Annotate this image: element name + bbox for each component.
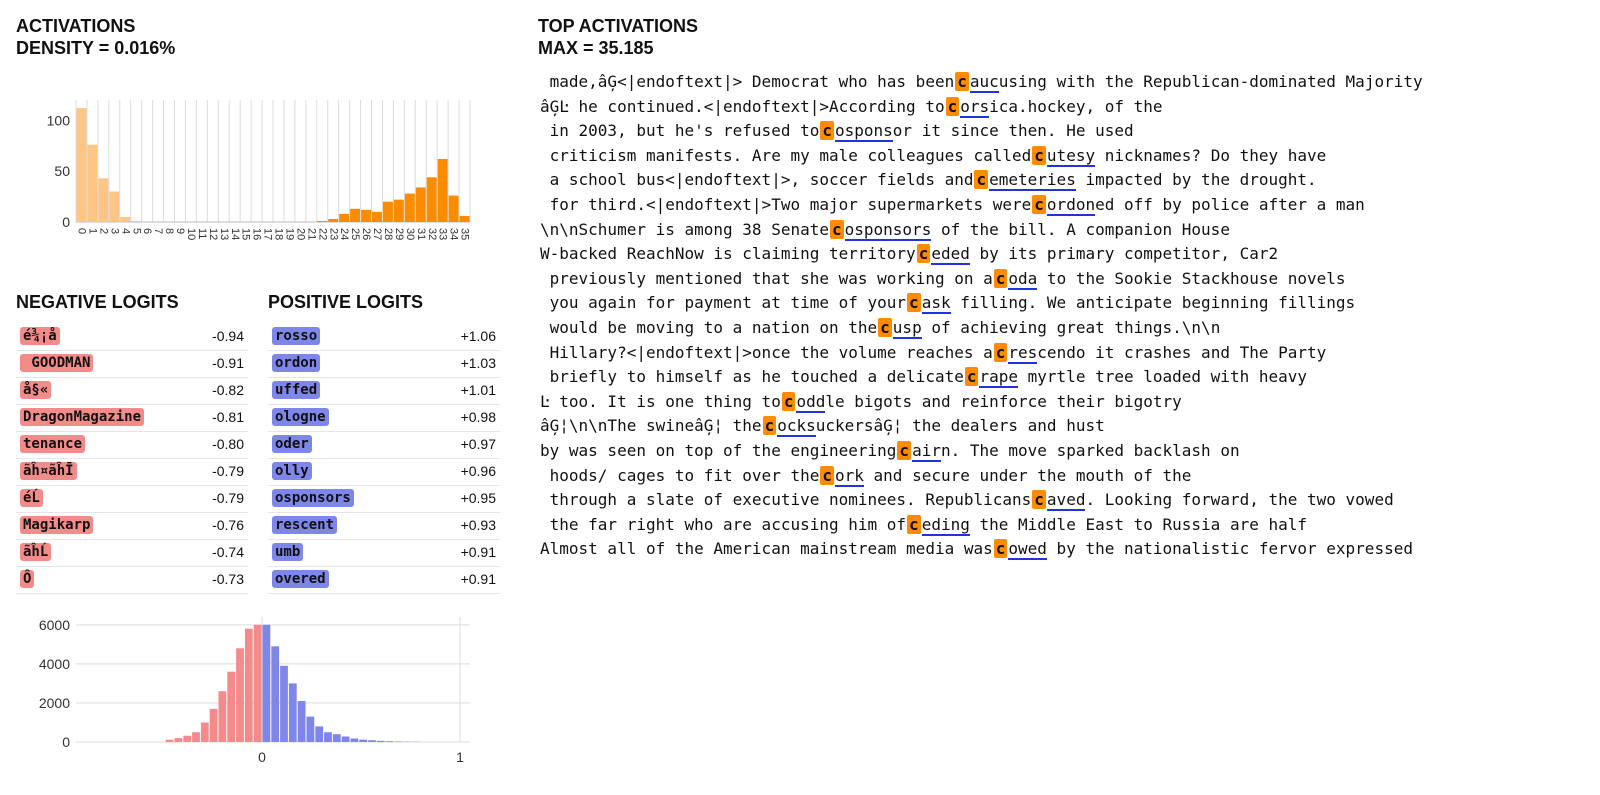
x-tick-label: 4 [119, 228, 132, 235]
negative-logits-title: NEGATIVE LOGITS [16, 292, 179, 312]
logit-row [268, 540, 500, 567]
histogram-bar [351, 738, 359, 742]
example-text: Almost all of the American mainstream media was [540, 539, 993, 559]
histogram-bar [394, 200, 404, 222]
histogram-bar [361, 210, 371, 222]
activation-example [540, 537, 1590, 562]
example-text: to the Sookie Stackhouse novels [1037, 268, 1346, 288]
histogram-bar [131, 221, 141, 222]
activating-token: c [1034, 145, 1044, 165]
next-token: auc [969, 72, 999, 91]
logit-token: éĹ [20, 489, 43, 507]
histogram-bar [372, 212, 382, 222]
histogram-bar [317, 221, 327, 222]
example-text: for third.<|endoftext|>Two major supermarkets were [540, 194, 1032, 214]
activating-token: c [1034, 194, 1044, 214]
x-tick-label: 17 [261, 228, 274, 241]
histogram-bar [245, 629, 253, 742]
logit-row [16, 405, 248, 432]
logit-token: oder [272, 435, 312, 453]
x-tick-label: 27 [371, 228, 384, 241]
histogram-bar [166, 740, 174, 742]
logit-row [16, 351, 248, 378]
x-tick-label: 24 [338, 228, 351, 241]
x-tick-label: 0 [258, 749, 266, 765]
example-text: by was seen on top of the engineering [540, 440, 897, 460]
activation-example [540, 168, 1590, 193]
x-tick-label: 7 [152, 228, 165, 235]
logit-token: Magikarp [20, 516, 93, 534]
top-activation-examples [540, 70, 1590, 562]
histogram-bar [427, 177, 437, 222]
activating-token: c [909, 514, 919, 534]
histogram-bar [460, 216, 470, 222]
next-token: osponsors [844, 219, 932, 239]
histogram-bar [263, 625, 271, 742]
next-token: res [1008, 342, 1038, 362]
histogram-bar [280, 666, 288, 742]
histogram-bar [120, 217, 130, 222]
x-tick-label: 6 [141, 228, 154, 235]
logit-token: osponsors [272, 489, 354, 507]
y-tick-label: 100 [46, 112, 70, 129]
histogram-bar [328, 219, 338, 222]
logit-value: +0.97 [460, 436, 496, 452]
histogram-bar [377, 741, 385, 742]
x-tick-label: 16 [250, 228, 263, 241]
example-text: or it since then. He used [892, 121, 1134, 141]
logit-token: ãĥĹ [20, 543, 51, 561]
logit-value: +1.01 [460, 382, 496, 398]
logit-value: -0.94 [212, 328, 244, 344]
histogram-bar [254, 625, 262, 742]
example-text: the far right who are accusing him of [540, 514, 907, 534]
logit-value: +0.98 [460, 409, 496, 425]
logit-token: GOODMAN [20, 354, 93, 372]
logit-token: uffed [272, 381, 320, 399]
logit-row [16, 378, 248, 405]
next-token: usp [892, 317, 922, 337]
logit-row [268, 567, 500, 594]
histogram-bar [368, 740, 376, 742]
next-token: ors [960, 96, 990, 116]
logit-token: Ô [20, 570, 34, 588]
activating-token: c [918, 244, 929, 264]
logit-row [268, 351, 500, 378]
activating-token: c [1034, 490, 1044, 510]
logit-token: é¾¡å [20, 327, 60, 345]
histogram-bar [183, 736, 191, 742]
example-text: ed off by police after a man [1095, 194, 1365, 214]
activation-example [540, 316, 1590, 341]
logit-value: +0.93 [460, 517, 496, 533]
logit-token: rescent [272, 516, 337, 534]
logit-value: -0.76 [212, 517, 244, 533]
x-tick-label: 15 [239, 228, 252, 241]
logit-value: -0.82 [212, 382, 244, 398]
histogram-bar [386, 741, 394, 742]
next-token: ordon [1046, 194, 1096, 214]
activating-token: c [909, 293, 919, 313]
histogram-bar [324, 732, 332, 742]
activation-example [540, 267, 1590, 292]
logit-value: -0.79 [212, 463, 244, 479]
logit-token: olly [272, 462, 312, 480]
logit-token: DragonMagazine [20, 408, 144, 426]
example-text: the Middle East to Russia are half [969, 514, 1308, 534]
logit-value: +0.91 [460, 544, 496, 560]
histogram-bar [175, 738, 183, 742]
logit-row [268, 486, 500, 513]
activating-token: c [880, 317, 890, 337]
x-tick-label: 29 [392, 228, 405, 241]
example-text: impacted by the drought. [1075, 170, 1317, 190]
y-tick-label: 50 [54, 163, 70, 180]
histogram-bar [350, 209, 360, 222]
activating-token: c [976, 170, 987, 190]
example-text: made,âĢ<|endoftext|> Democrat who has been [540, 72, 955, 91]
logit-row [16, 459, 248, 486]
histogram-bar [236, 648, 244, 742]
logit-histogram [20, 612, 490, 782]
logit-row [16, 540, 248, 567]
activation-example [540, 341, 1590, 366]
logit-row [268, 324, 500, 351]
example-text: myrtle tree loaded with heavy [1018, 367, 1307, 387]
activation-example [540, 70, 1590, 95]
histogram-bar [315, 726, 323, 742]
x-tick-label: 2 [97, 228, 110, 235]
example-text: and secure under the mouth of the [863, 465, 1192, 485]
x-tick-label: 11 [195, 228, 208, 240]
histogram-bar [339, 214, 349, 222]
logit-value: +1.03 [460, 355, 496, 371]
x-tick-label: 1 [456, 749, 464, 765]
next-token: owed [1008, 539, 1047, 559]
logit-token: ologne [272, 408, 329, 426]
x-tick-label: 21 [305, 228, 318, 241]
histogram-bar [416, 187, 426, 222]
x-tick-label: 25 [349, 228, 362, 241]
example-text: a school bus<|endoftext|>, soccer fields and [540, 170, 974, 190]
example-text: previously mentioned that she was working on a [540, 268, 993, 288]
example-text: W-backed ReachNow is claiming territory [540, 244, 916, 264]
example-text: cendo it crashes and The Party [1037, 342, 1327, 362]
activation-example [540, 95, 1590, 120]
logit-value: -0.91 [212, 355, 244, 371]
next-token: ocks [777, 416, 816, 436]
example-text: \n\nSchumer is among 38 Senate [540, 219, 829, 239]
activation-histogram [40, 95, 480, 265]
example-text: Ŀ too. It is one thing to [540, 391, 781, 411]
logit-row [268, 405, 500, 432]
x-tick-label: 5 [130, 228, 143, 235]
histogram-bar [289, 683, 297, 742]
activation-example [540, 439, 1590, 464]
example-text: filling. We anticipate beginning fillings [950, 293, 1356, 313]
example-text: by the nationalistic fervor expressed [1046, 539, 1413, 559]
example-text: âĢ¦\n\nThe swineâĢ¦ the [540, 416, 762, 436]
logit-value: -0.74 [212, 544, 244, 560]
activation-example [540, 291, 1590, 316]
negative-logits-table [16, 324, 248, 594]
logit-value: +0.96 [460, 463, 496, 479]
x-tick-label: 26 [360, 228, 373, 241]
max-activation-label: MAX = 35.185 [538, 38, 654, 58]
activating-token: c [966, 367, 977, 387]
histogram-bar [201, 722, 209, 742]
x-tick-label: 19 [283, 228, 296, 241]
logit-row [16, 432, 248, 459]
x-tick-label: 13 [217, 228, 230, 241]
logit-token: tenance [20, 435, 85, 453]
example-text: uckersâĢ¦ the dealers and hust [815, 416, 1105, 436]
logit-token: ãĥ¤ãĥĪ [20, 462, 77, 480]
top-activations-header [538, 15, 698, 59]
logit-row [268, 432, 500, 459]
next-token: oda [1008, 268, 1038, 288]
x-tick-label: 12 [206, 228, 219, 241]
activating-token: c [995, 268, 1006, 288]
density-label: DENSITY = 0.016% [16, 38, 176, 58]
histogram-bar [210, 709, 218, 742]
example-text: ica.hockey, of the [989, 96, 1163, 116]
next-token: odd [796, 391, 826, 411]
activation-example [540, 365, 1590, 390]
next-token: air [912, 440, 941, 460]
logit-value: -0.81 [212, 409, 244, 425]
activation-example [540, 119, 1590, 144]
example-text: using with the Republican-dominated Majority [998, 72, 1423, 91]
histogram-bar [98, 178, 108, 222]
histogram-bar [227, 672, 235, 742]
histogram-bar [342, 737, 350, 742]
activation-example [540, 218, 1590, 243]
activation-example [540, 242, 1590, 267]
y-tick-label: 2000 [38, 694, 70, 711]
y-tick-label: 0 [62, 734, 70, 750]
example-text: le bigots and reinforce their bigotry [825, 391, 1182, 411]
example-text: n. The move sparked backlash on [940, 440, 1240, 460]
example-text: would be moving to a nation on the [540, 317, 878, 337]
x-tick-label: 23 [327, 228, 340, 241]
x-tick-label: 32 [425, 228, 438, 241]
logit-token: ordon [272, 354, 320, 372]
logit-row [268, 378, 500, 405]
logit-value: +1.06 [460, 328, 496, 344]
x-tick-label: 30 [403, 228, 416, 241]
next-token: ospons [835, 121, 893, 141]
histogram-bar [383, 202, 393, 222]
example-text: in 2003, but he's refused to [540, 121, 820, 141]
x-tick-label: 10 [185, 228, 198, 241]
next-token: emeteries [989, 170, 1076, 190]
activations-header [16, 15, 175, 59]
activating-token: c [995, 539, 1006, 559]
x-tick-label: 18 [272, 228, 285, 241]
histogram-bar [449, 196, 459, 222]
logit-value: +0.91 [460, 571, 496, 587]
example-text: . Looking forward, the two vowed [1085, 490, 1394, 510]
logit-row [268, 459, 500, 486]
next-token: aved [1046, 490, 1086, 510]
activating-token: c [995, 342, 1006, 362]
histogram-bar [87, 145, 97, 222]
x-tick-label: 34 [447, 228, 460, 241]
x-tick-label: 22 [316, 228, 329, 241]
histogram-bar [307, 717, 315, 742]
logit-value: -0.80 [212, 436, 244, 452]
logit-row [16, 486, 248, 513]
activations-title: ACTIVATIONS [16, 16, 136, 36]
example-text: by its primary competitor, Car2 [969, 244, 1279, 264]
next-token: ask [921, 293, 951, 313]
activating-token: c [822, 121, 832, 141]
example-text: briefly to himself as he touched a delicate [540, 367, 964, 387]
activation-example [540, 193, 1590, 218]
x-tick-label: 0 [75, 228, 88, 235]
activating-token: c [822, 465, 832, 485]
histogram-bar [333, 734, 341, 742]
y-tick-label: 0 [62, 214, 70, 230]
histogram-bar [77, 108, 87, 222]
x-tick-label: 31 [414, 228, 427, 241]
activation-example [540, 414, 1590, 439]
histogram-bar [298, 701, 306, 742]
example-text: of the bill. A companion House [931, 219, 1230, 239]
next-token: ork [835, 465, 864, 485]
logit-token: umb [272, 543, 303, 561]
next-token: eded [931, 244, 970, 264]
activation-example [540, 464, 1590, 489]
example-text: through a slate of executive nominees. Republicans [540, 490, 1032, 510]
top-activations-title: TOP ACTIVATIONS [538, 16, 699, 36]
y-tick-label: 4000 [38, 655, 70, 672]
x-tick-label: 33 [436, 228, 449, 241]
next-token: rape [979, 367, 1019, 387]
logit-token: rosso [272, 327, 320, 345]
logit-token: overed [272, 570, 329, 588]
example-text: of achieving great things.\n\n [921, 317, 1221, 337]
example-text: criticism manifests. Are my male colleagues called [540, 145, 1032, 165]
activating-token: c [831, 219, 842, 239]
positive-logits-title: POSITIVE LOGITS [268, 292, 424, 312]
x-tick-label: 8 [163, 228, 176, 235]
histogram-bar [438, 159, 448, 222]
y-tick-label: 6000 [38, 616, 70, 633]
x-tick-label: 1 [86, 228, 99, 235]
logit-token: å§« [20, 381, 51, 399]
activation-example [540, 513, 1590, 538]
activation-example [540, 390, 1590, 415]
activating-token: c [957, 72, 967, 91]
logit-value: -0.73 [212, 571, 244, 587]
next-token: eding [921, 514, 970, 534]
x-tick-label: 3 [108, 228, 121, 235]
activating-token: c [764, 416, 775, 436]
histogram-bar [271, 646, 279, 742]
example-text: nicknames? Do they have [1095, 145, 1327, 165]
histogram-bar [192, 732, 200, 742]
positive-logits-table [268, 324, 500, 594]
logit-row [16, 513, 248, 540]
x-tick-label: 14 [228, 228, 241, 241]
logit-row [268, 513, 500, 540]
histogram-bar [219, 691, 227, 742]
histogram-bar [405, 194, 415, 222]
activation-example [540, 488, 1590, 513]
logit-row [16, 567, 248, 594]
logit-row [16, 324, 248, 351]
example-text: âĢĿ he continued.<|endoftext|>According to [540, 96, 945, 116]
next-token: utesy [1046, 145, 1096, 165]
logit-value: -0.79 [212, 490, 244, 506]
activating-token: c [947, 96, 958, 116]
x-tick-label: 20 [294, 228, 307, 241]
activating-token: c [783, 391, 794, 411]
x-tick-label: 28 [382, 228, 395, 241]
activation-example [540, 144, 1590, 169]
logit-value: +0.95 [460, 490, 496, 506]
x-tick-label: 9 [174, 228, 187, 235]
histogram-bar [109, 192, 119, 223]
example-text: hoods/ cages to fit over the [540, 465, 820, 485]
activating-token: c [899, 440, 910, 460]
example-text: Hillary?<|endoftext|>once the volume reaches a [540, 342, 993, 362]
example-text: you again for payment at time of your [540, 293, 907, 313]
histogram-bar [359, 740, 367, 742]
x-tick-label: 35 [458, 228, 471, 241]
